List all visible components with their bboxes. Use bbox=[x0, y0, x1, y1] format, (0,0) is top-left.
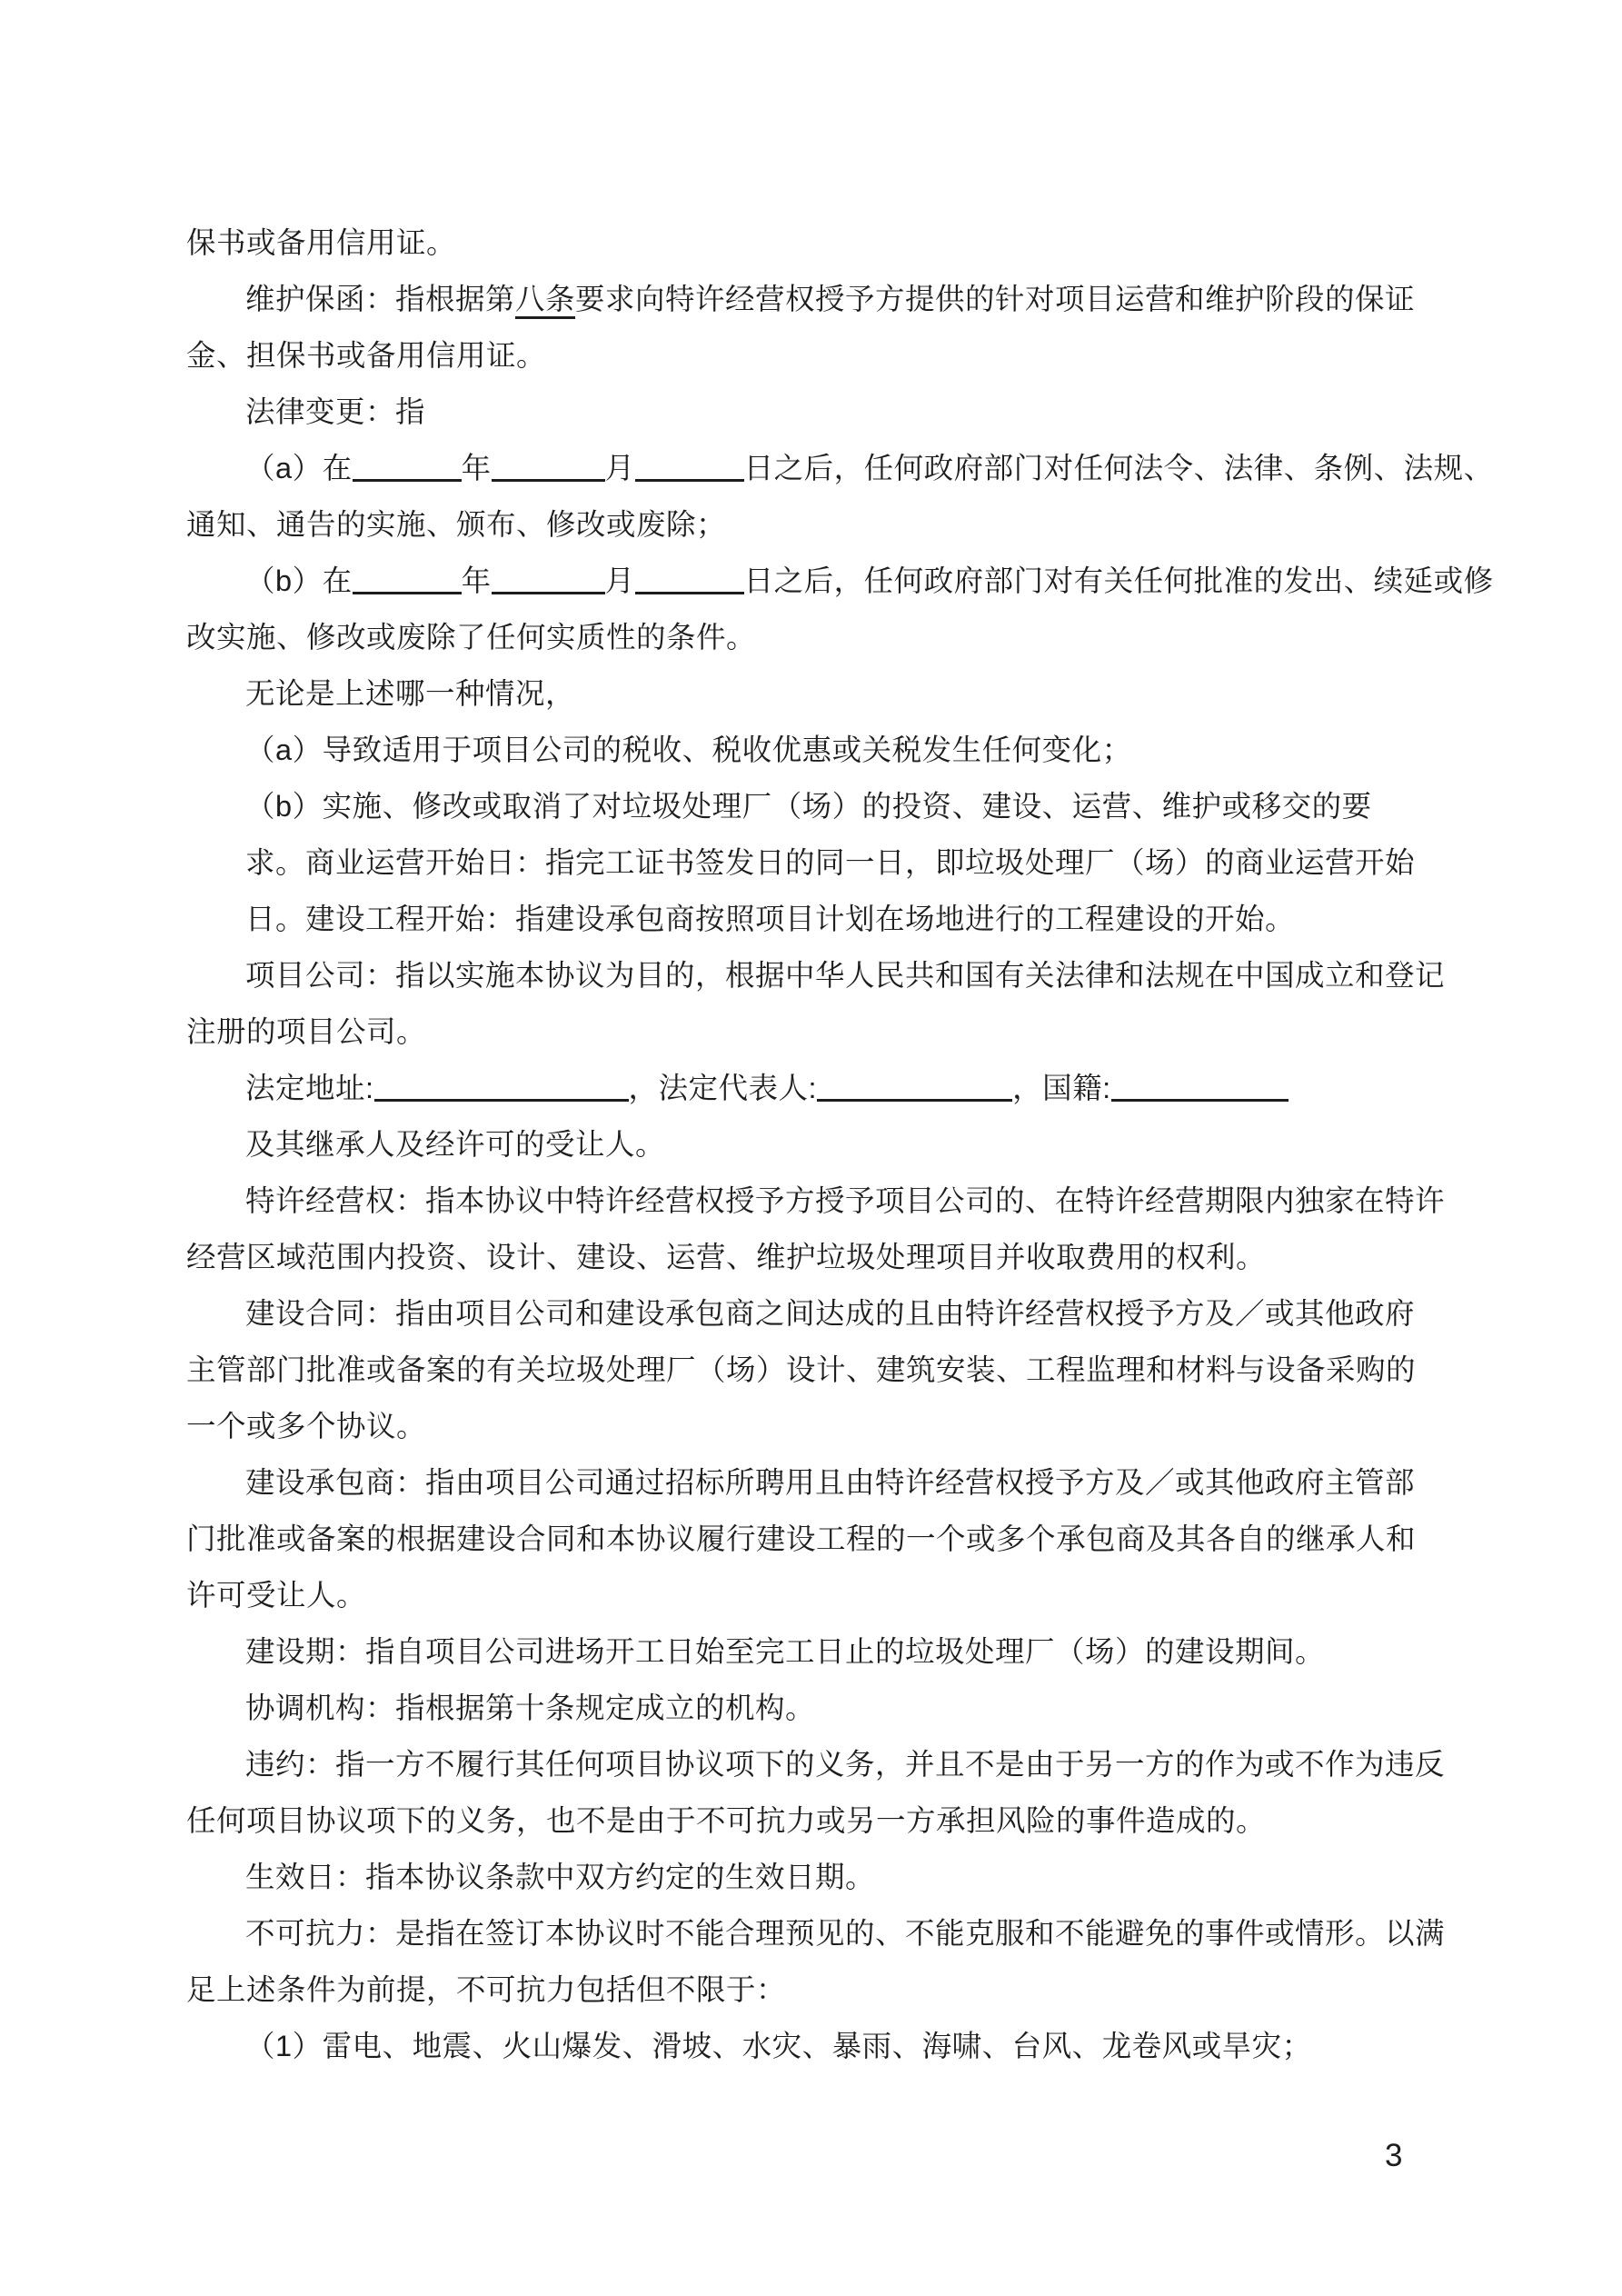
document-line bbox=[186, 1229, 1440, 1285]
document-line bbox=[186, 384, 1440, 440]
text-segment: （b）实施、修改或取消了对垃圾处理厂（场）的投资、建设、运营、维护或移交的要 bbox=[245, 790, 1372, 823]
fill-in-blank-line bbox=[1111, 1071, 1289, 1102]
text-segment: 特许经营权：指本协议中特许经营权授予方授予项目公司的、在特许经营期限内独家在特许 bbox=[245, 1184, 1446, 1217]
document-line bbox=[186, 1962, 1440, 2018]
document-line bbox=[186, 665, 1440, 722]
text-segment: 通知、通告的实施、颁布、修改或废除； bbox=[186, 508, 727, 541]
fill-in-blank-line bbox=[635, 451, 744, 482]
text-segment: 一个或多个协议。 bbox=[186, 1410, 427, 1442]
text-segment: 年 bbox=[461, 564, 492, 597]
document-line bbox=[186, 2018, 1440, 2074]
page-number: 3 bbox=[1385, 2138, 1403, 2173]
text-segment: 注册的项目公司。 bbox=[186, 1015, 427, 1048]
document-line bbox=[186, 1905, 1446, 1962]
document-line bbox=[186, 609, 1440, 665]
document-line bbox=[186, 1454, 1440, 1511]
text-segment: 生效日：指本协议条款中双方约定的生效日期。 bbox=[245, 1861, 876, 1893]
text-segment: 无论是上述哪一种情况， bbox=[245, 677, 576, 710]
fill-in-blank-line bbox=[374, 1071, 629, 1102]
document-line bbox=[186, 1003, 1440, 1060]
text-segment: 要求向特许经营权授予方提供的针对项目运营和维护阶段的保证 bbox=[575, 283, 1416, 315]
text-segment: 建设期：指自项目公司进场开工日始至完工日止的垃圾处理厂（场）的建设期间。 bbox=[245, 1635, 1326, 1668]
document-line bbox=[186, 1173, 1446, 1229]
document-line bbox=[186, 1511, 1440, 1567]
document-line bbox=[186, 1060, 1440, 1116]
text-segment: 协调机构：指根据第十条规定成立的机构。 bbox=[245, 1692, 816, 1724]
document-line bbox=[186, 778, 1440, 834]
text-segment: （a）导致适用于项目公司的税收、税收优惠或关税发生任何变化； bbox=[245, 734, 1132, 766]
document-line bbox=[186, 1342, 1440, 1398]
text-segment: 日之后，任何政府部门对任何法令、法律、条例、法规、 bbox=[743, 452, 1494, 484]
text-segment: 法律变更：指 bbox=[245, 395, 426, 428]
document-line bbox=[186, 440, 1494, 496]
text-segment: 经营区域范围内投资、设计、建设、运营、维护垃圾处理项目并收取费用的权利。 bbox=[186, 1241, 1267, 1273]
text-segment: 项目公司：指以实施本协议为目的，根据中华人民共和国有关法律和法规在中国成立和登记 bbox=[245, 959, 1446, 992]
fill-in-blank-line bbox=[817, 1071, 1012, 1102]
document-line bbox=[186, 891, 1440, 947]
text-segment: 维护保函：指根据第 bbox=[245, 283, 516, 315]
text-segment: 建设承包商：指由项目公司通过招标所聘用且由特许经营权授予方及／或其他政府主管部 bbox=[245, 1466, 1416, 1499]
text-segment: 改实施、修改或废除了任何实质性的条件。 bbox=[186, 621, 757, 654]
fill-in-blank-line bbox=[353, 564, 462, 594]
fill-in-blank-line bbox=[635, 564, 744, 594]
text-segment: 法定地址: bbox=[245, 1072, 374, 1104]
document-line bbox=[186, 1285, 1440, 1342]
document-line bbox=[186, 1623, 1440, 1680]
text-segment: ，国籍: bbox=[1012, 1072, 1111, 1104]
text-segment: 保书或备用信用证。 bbox=[186, 226, 457, 259]
document-line bbox=[186, 1736, 1446, 1792]
text-segment: （a）在 bbox=[245, 452, 353, 484]
document-line bbox=[186, 1849, 1440, 1905]
document-line bbox=[186, 271, 1440, 327]
fill-in-blank-line bbox=[492, 564, 605, 594]
document-line bbox=[186, 1567, 1440, 1623]
text-segment: 金、担保书或备用信用证。 bbox=[186, 339, 547, 372]
text-segment: 求。商业运营开始日：指完工证书签发日的同一日，即垃圾处理厂（场）的商业运营开始 bbox=[245, 846, 1416, 879]
document-line bbox=[186, 553, 1494, 609]
text-segment: 月 bbox=[604, 452, 635, 484]
text-segment: 许可受让人。 bbox=[186, 1579, 367, 1612]
text-segment: 及其继承人及经许可的受让人。 bbox=[245, 1128, 666, 1161]
document-line bbox=[186, 722, 1440, 778]
text-segment: 月 bbox=[604, 564, 635, 597]
document-line bbox=[186, 215, 1440, 271]
document-line bbox=[186, 327, 1440, 384]
document-line bbox=[186, 1398, 1440, 1454]
document-line bbox=[186, 834, 1440, 891]
text-segment: 日。建设工程开始：指建设承包商按照项目计划在场地进行的工程建设的开始。 bbox=[245, 903, 1296, 935]
text-segment: （b）在 bbox=[245, 564, 353, 597]
document-body bbox=[186, 215, 1494, 2074]
document-line bbox=[186, 1116, 1440, 1173]
text-segment: 不可抗力：是指在签订本协议时不能合理预见的、不能克服和不能避免的事件或情形。以满 bbox=[245, 1917, 1446, 1950]
text-segment: （1）雷电、地震、火山爆发、滑坡、水灾、暴雨、海啸、台风、龙卷风或旱灾； bbox=[245, 2030, 1312, 2062]
text-segment: 足上述条件为前提，不可抗力包括但不限于： bbox=[186, 1973, 787, 2006]
fill-in-blank-line bbox=[353, 451, 462, 482]
text-segment: ，法定代表人: bbox=[628, 1072, 818, 1104]
document-line bbox=[186, 1792, 1440, 1849]
text-segment: 门批准或备案的根据建设合同和本协议履行建设工程的一个或多个承包商及其各自的继承人和 bbox=[186, 1522, 1417, 1555]
text-segment: 任何项目协议项下的义务，也不是由于不可抗力或另一方承担风险的事件造成的。 bbox=[186, 1804, 1267, 1837]
text-segment: 建设合同：指由项目公司和建设承包商之间达成的且由特许经营权授予方及／或其他政府 bbox=[245, 1297, 1416, 1330]
document-line bbox=[186, 947, 1446, 1003]
document-line bbox=[186, 496, 1440, 553]
text-segment: 日之后，任何政府部门对有关任何批准的发出、续延或修 bbox=[743, 564, 1494, 597]
underlined-text-segment: 八条 bbox=[515, 283, 575, 319]
text-segment: 主管部门批准或备案的有关垃圾处理厂（场）设计、建筑安装、工程监理和材料与设备采购的 bbox=[186, 1353, 1417, 1386]
text-segment: 年 bbox=[461, 452, 492, 484]
fill-in-blank-line bbox=[492, 451, 605, 482]
text-segment: 违约：指一方不履行其任何项目协议项下的义务，并且不是由于另一方的作为或不作为违反 bbox=[245, 1748, 1446, 1781]
document-line bbox=[186, 1680, 1440, 1736]
